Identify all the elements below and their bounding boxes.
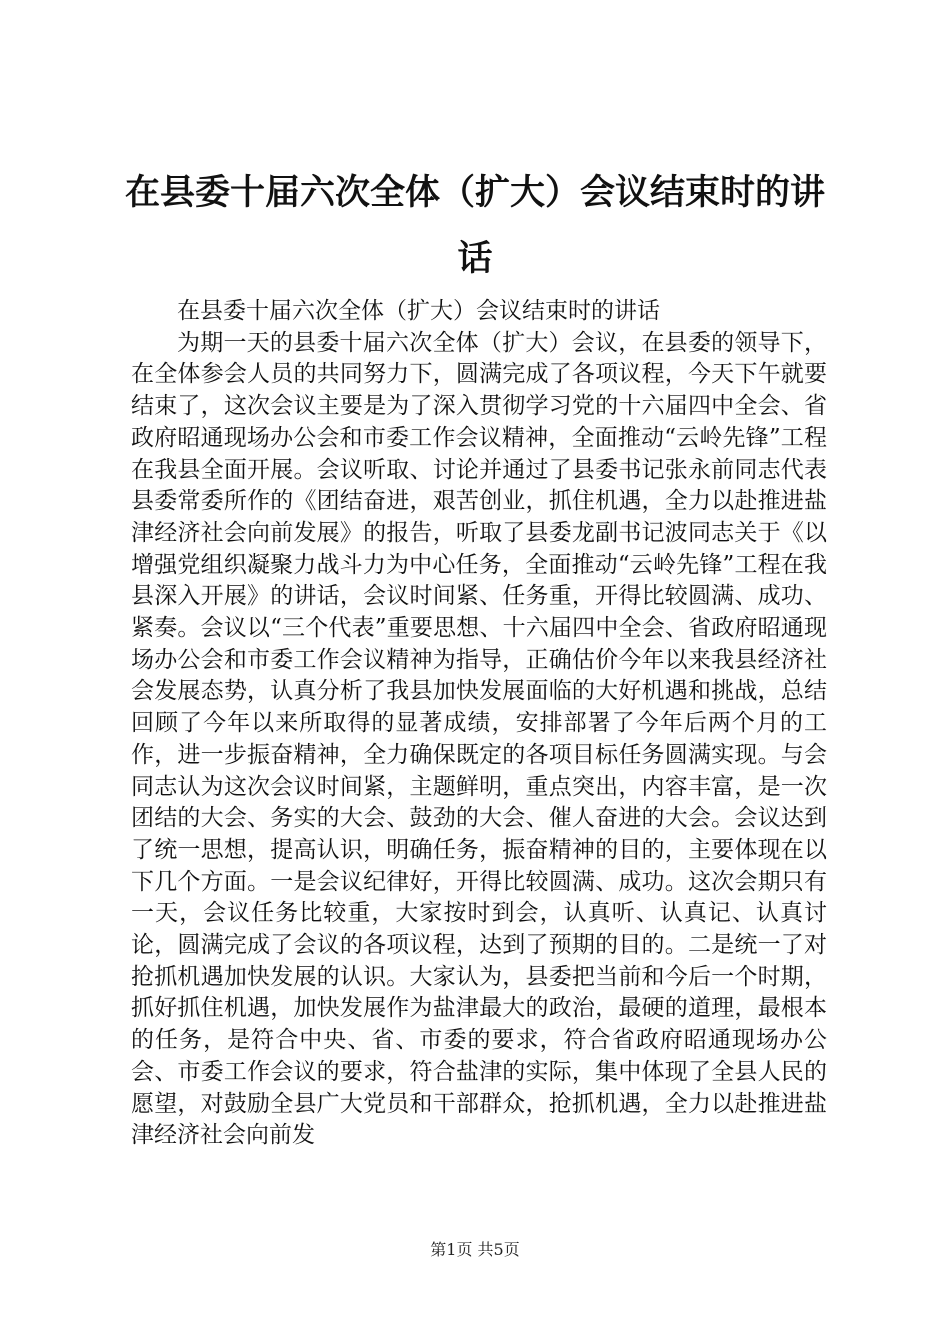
page-indicator: 第1页 共5页 [430,1240,520,1259]
document-title: 在县委十届六次全体（扩大）会议结束时的讲话 [124,172,825,279]
document-subtitle: 在县委十届六次全体（扩大）会议结束时的讲话 [177,298,660,324]
document-body [131,296,827,1152]
body-paragraph: 为期一天的县委十届六次全体（扩大）会议，在县委的领导下，在全体参会人员的共同努力下，圆满完成了各项议程，今天下午就要结束了，这次会议主要是为了深入贯彻学习党的十六届四中全会、省政府昭通现场办公会和市委工作会议精神，全面推动“云岭先锋”工程在我县全面开展。会议听取、讨论并通过了县委书记张永前同志代表县委常委所作的《团结奋进，艰苦创业，抓住机遇，全力以赴推进盐津经济社会向前发展》的报告，听取了县委龙副书记波同志关于《以增强党组织凝聚力战斗力为中心任务，全面推动“云岭先锋”工程在我县深入开展》的讲话，会议时间紧、任务重，开得比较圆满、成功、紧奏。会议以“三个代表”重要思想、十六届四中全会、省政府昭通现场办公会和市委工作会议精神为指导，正确估价今年以来我县经济社会发展态势，认真分析了我县加快发展面临的大好机遇和挑战，总结回顾了今年以来所取得的显著成绩，安排部署了今年后两个月的工作，进一步振奋精神，全力确保既定的各项目标任务圆满实现。与会同志认为这次会议时间紧，主题鲜明，重点突出，内容丰富，是一次团结的大会、务实的大会、鼓劲的大会、催人奋进的大会。会议达到了统一思想，提高认识，明确任务，振奋精神的目的，主要体现在以下几个方面。一是会议纪律好，开得比较圆满、成功。这次会期只有一天，会议任务比较重，大家按时到会，认真听、认真记、认真讨论，圆满完成了会议的各项议程，达到了预期的目的。二是统一了对抢抓机遇加快发展的认识。大家认为，县委把当前和今后一个时期，抓好抓住机遇，加快发展作为盐津最大的政治，最硬的道理，最根本的任务，是符合中央、省、市委的要求，符合省政府昭通现场办公会、市委工作会议的要求，符合盐津的实际，集中体现了全县人民的愿望，对鼓励全县广大党员和干部群众，抢抓机遇，全力以赴推进盐津经济社会向前发 [131,329,827,1149]
